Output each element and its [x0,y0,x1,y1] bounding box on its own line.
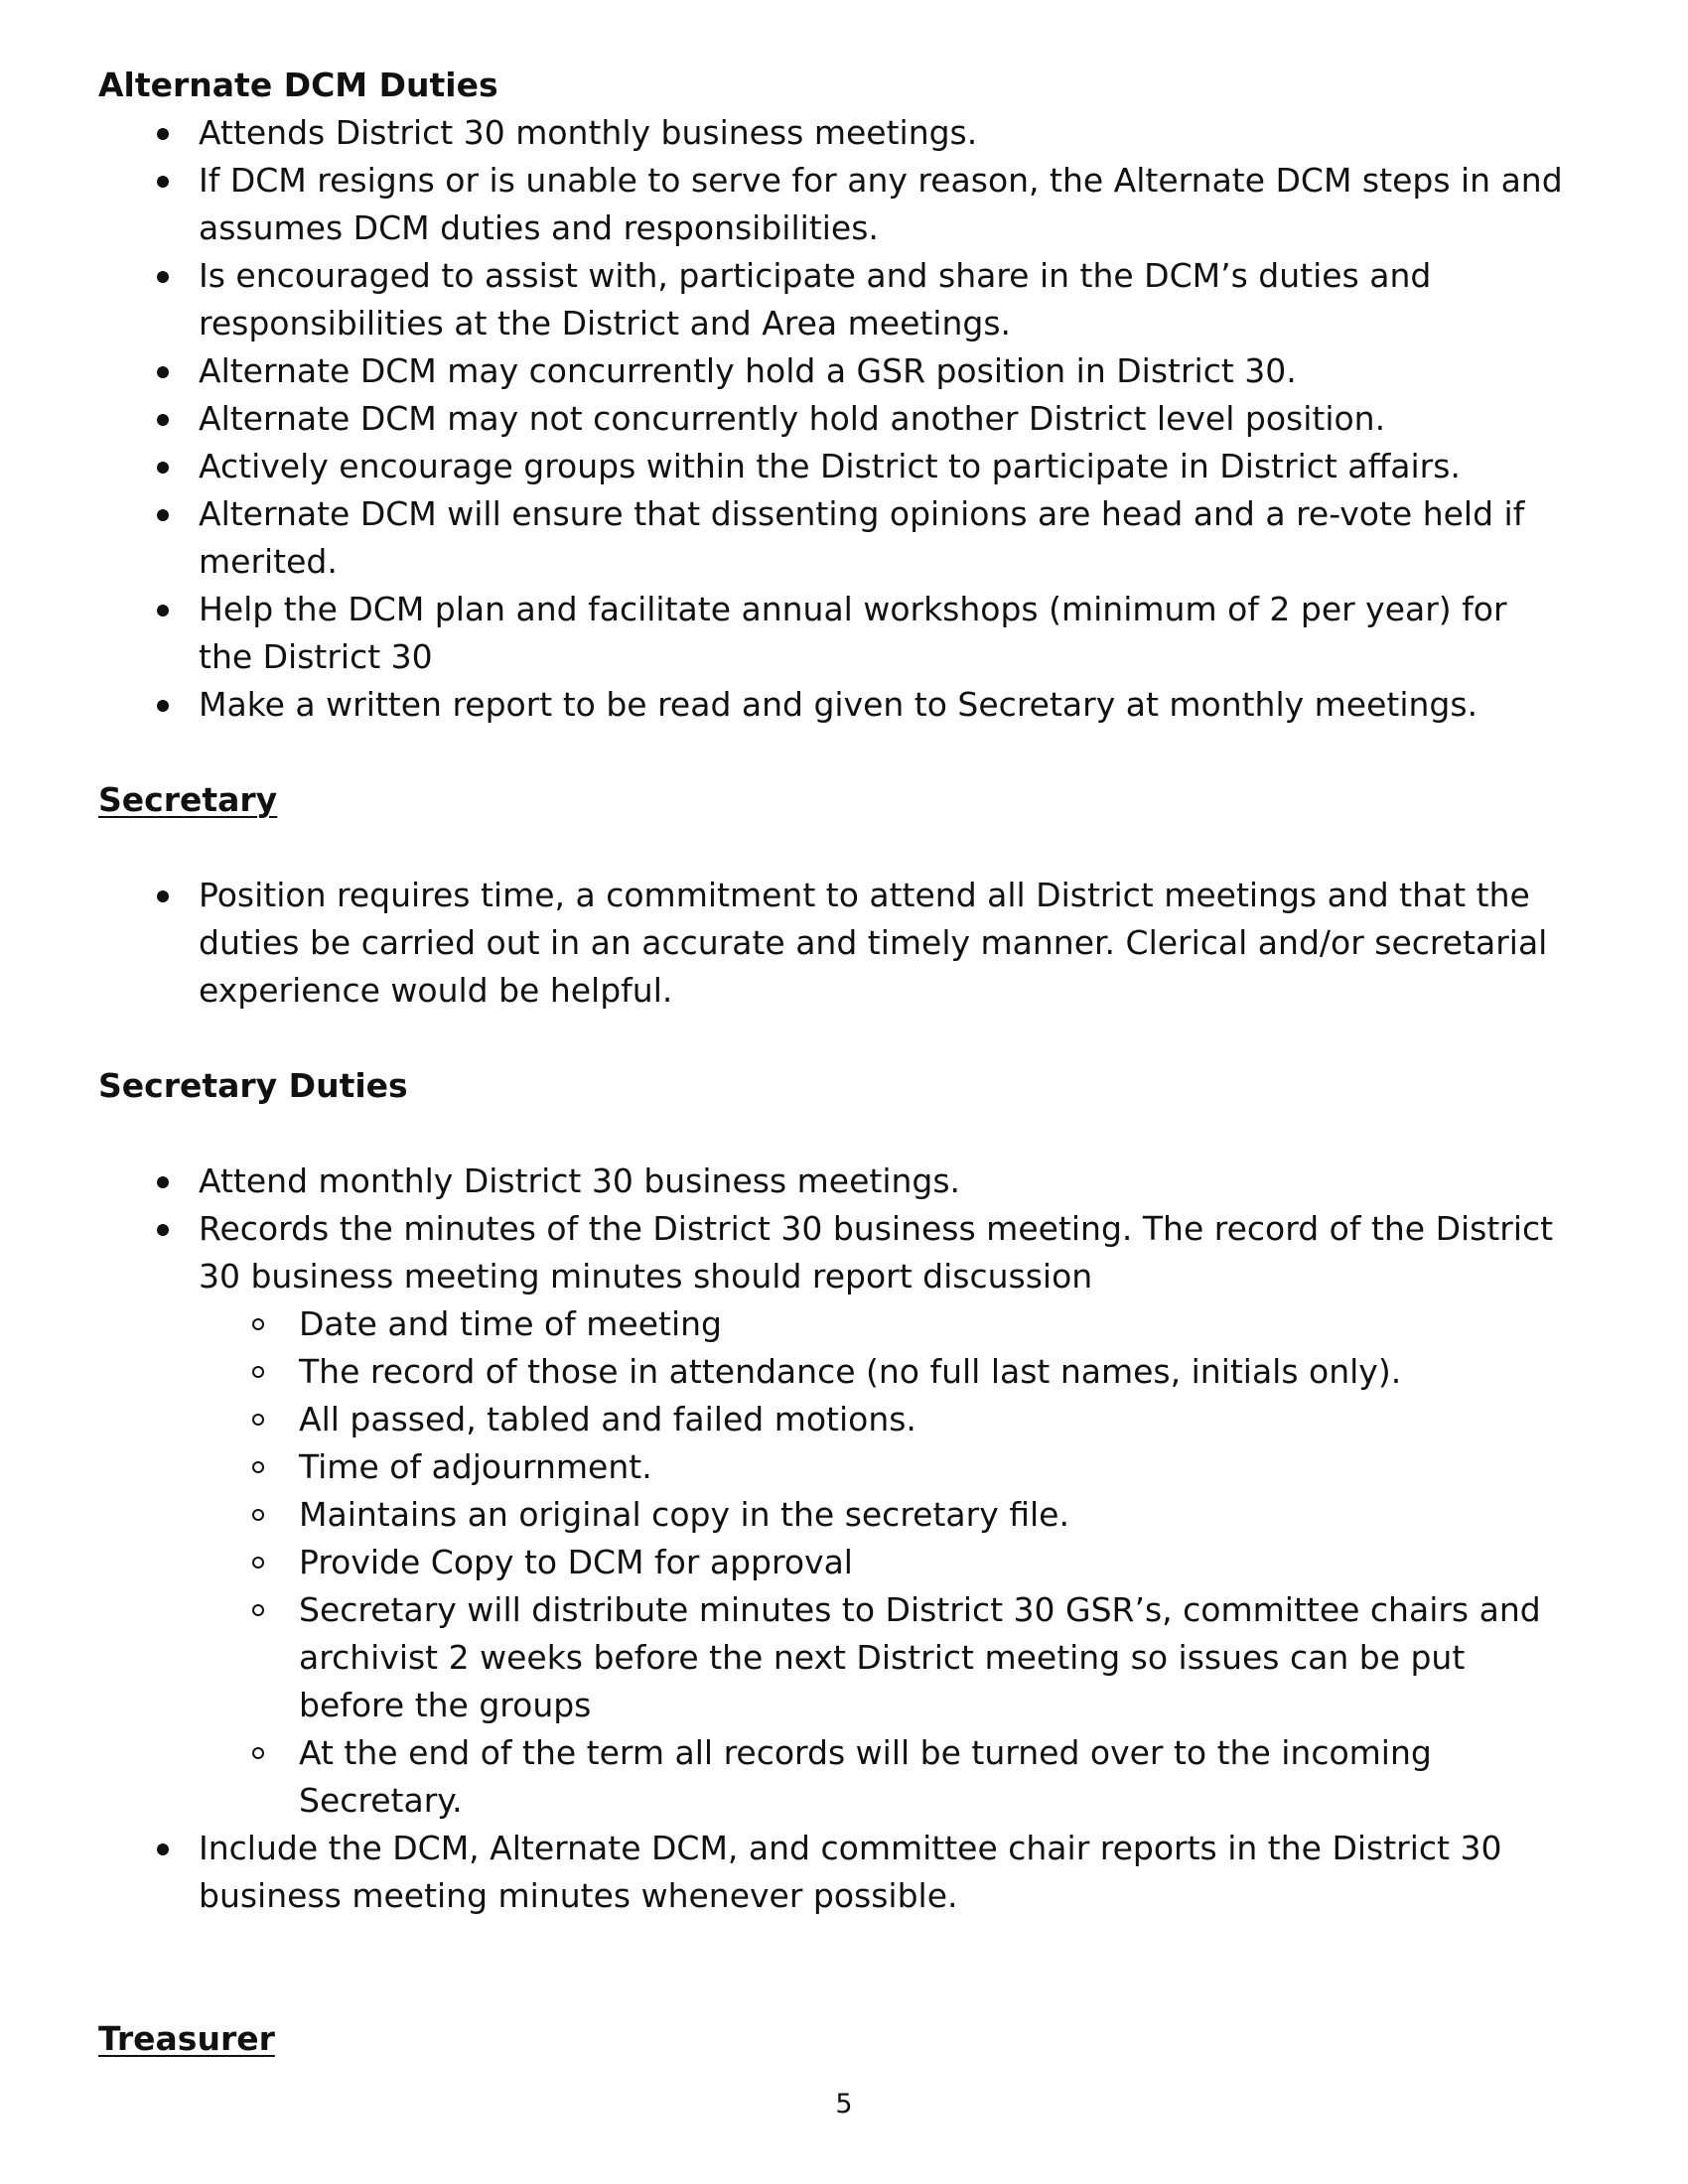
sub-list-item: The record of those in attendance (no full last names, initials only). [199,1348,1568,1396]
sub-list-item: Secretary will distribute minutes to District 30 GSR’s, committee chairs and archivist 2 weeks before the next District meeting so issues can be put before the groups [199,1586,1568,1729]
bullet-icon [157,462,169,474]
list-item: Actively encourage groups within the District to participate in District affairs. [98,443,1568,490]
list-item: Help the DCM plan and facilitate annual workshops (minimum of 2 per year) for the District 30 [98,586,1568,681]
spacer [98,1920,1588,2015]
minutes-contents-sublist [199,1300,1568,1825]
bullet-icon [157,176,169,188]
bullet-icon [157,1843,169,1855]
alternate-dcm-duties-list [98,109,1588,729]
bullet-icon [157,1224,169,1236]
sub-list-item: Date and time of meeting [199,1300,1568,1348]
circle-bullet-icon [252,1509,264,1521]
list-item: Alternate DCM will ensure that dissenting opinions are head and a re-vote held if merited. [98,490,1568,586]
secretary-duties-heading: Secretary Duties [98,1066,408,1105]
circle-bullet-icon [252,1414,264,1426]
sub-list-item: Provide Copy to DCM for approval [199,1539,1568,1586]
list-item: Make a written report to be read and given to Secretary at monthly meetings. [98,681,1568,729]
list-item: Attend monthly District 30 business meetings. [98,1158,1568,1205]
secretary-list [98,872,1588,1015]
page-content [98,62,1588,2063]
spacer [98,1110,1588,1158]
list-item: Records the minutes of the District 30 business meeting. The record of the District 30 business meeting minutes should report discussion Date and time of meeting The record of those in attendance (no full last names, initials only). All passed, tabled and failed motions. Time of adjournment. Maintains an original copy in the secretary file. Provide Copy to DCM for approval Secretary will distribute minutes to District 30 GSR’s, committee chairs and archivist 2 weeks before the next District meeting so issues can be put before the groups At the end of the term all records will be turned over to the incoming Secretary. [98,1205,1568,1825]
bullet-icon [157,890,169,902]
list-item: Position requires time, a commitment to attend all District meetings and that the duties be carried out in an accurate and timely manner. Clerical and/or secretarial experience would be helpful. [98,872,1568,1015]
list-item: Alternate DCM may concurrently hold a GSR position in District 30. [98,347,1568,395]
circle-bullet-icon [252,1318,264,1330]
bullet-icon [157,509,169,521]
sub-list-item: All passed, tabled and failed motions. [199,1396,1568,1443]
list-item: Include the DCM, Alternate DCM, and committee chair reports in the District 30 business meeting minutes whenever possible. [98,1825,1568,1920]
list-item: Alternate DCM may not concurrently hold another District level position. [98,395,1568,443]
bullet-icon [157,605,169,616]
circle-bullet-icon [252,1747,264,1759]
treasurer-heading: Treasurer [98,2019,275,2058]
sub-list-item: Maintains an original copy in the secretary file. [199,1491,1568,1539]
list-item: If DCM resigns or is unable to serve for any reason, the Alternate DCM steps in and assumes DCM duties and responsibilities. [98,157,1568,252]
spacer [98,1015,1588,1062]
list-item: Attends District 30 monthly business meetings. [98,109,1568,157]
sub-list-item: Time of adjournment. [199,1443,1568,1491]
list-item: Is encouraged to assist with, participate and share in the DCM’s duties and responsibilities at the District and Area meetings. [98,252,1568,347]
bullet-icon [157,1176,169,1188]
circle-bullet-icon [252,1366,264,1378]
secretary-duties-list [98,1158,1588,1920]
bullet-icon [157,414,169,426]
sub-list-item: At the end of the term all records will be turned over to the incoming Secretary. [199,1729,1568,1825]
spacer [98,729,1588,776]
page-number: 5 [835,2089,853,2119]
bullet-icon [157,366,169,378]
secretary-heading: Secretary [98,780,278,819]
circle-bullet-icon [252,1557,264,1569]
bullet-icon [157,128,169,140]
circle-bullet-icon [252,1461,264,1473]
spacer [98,824,1588,872]
bullet-icon [157,700,169,712]
bullet-icon [157,271,169,283]
circle-bullet-icon [252,1604,264,1616]
alternate-dcm-duties-heading: Alternate DCM Duties [98,66,498,104]
